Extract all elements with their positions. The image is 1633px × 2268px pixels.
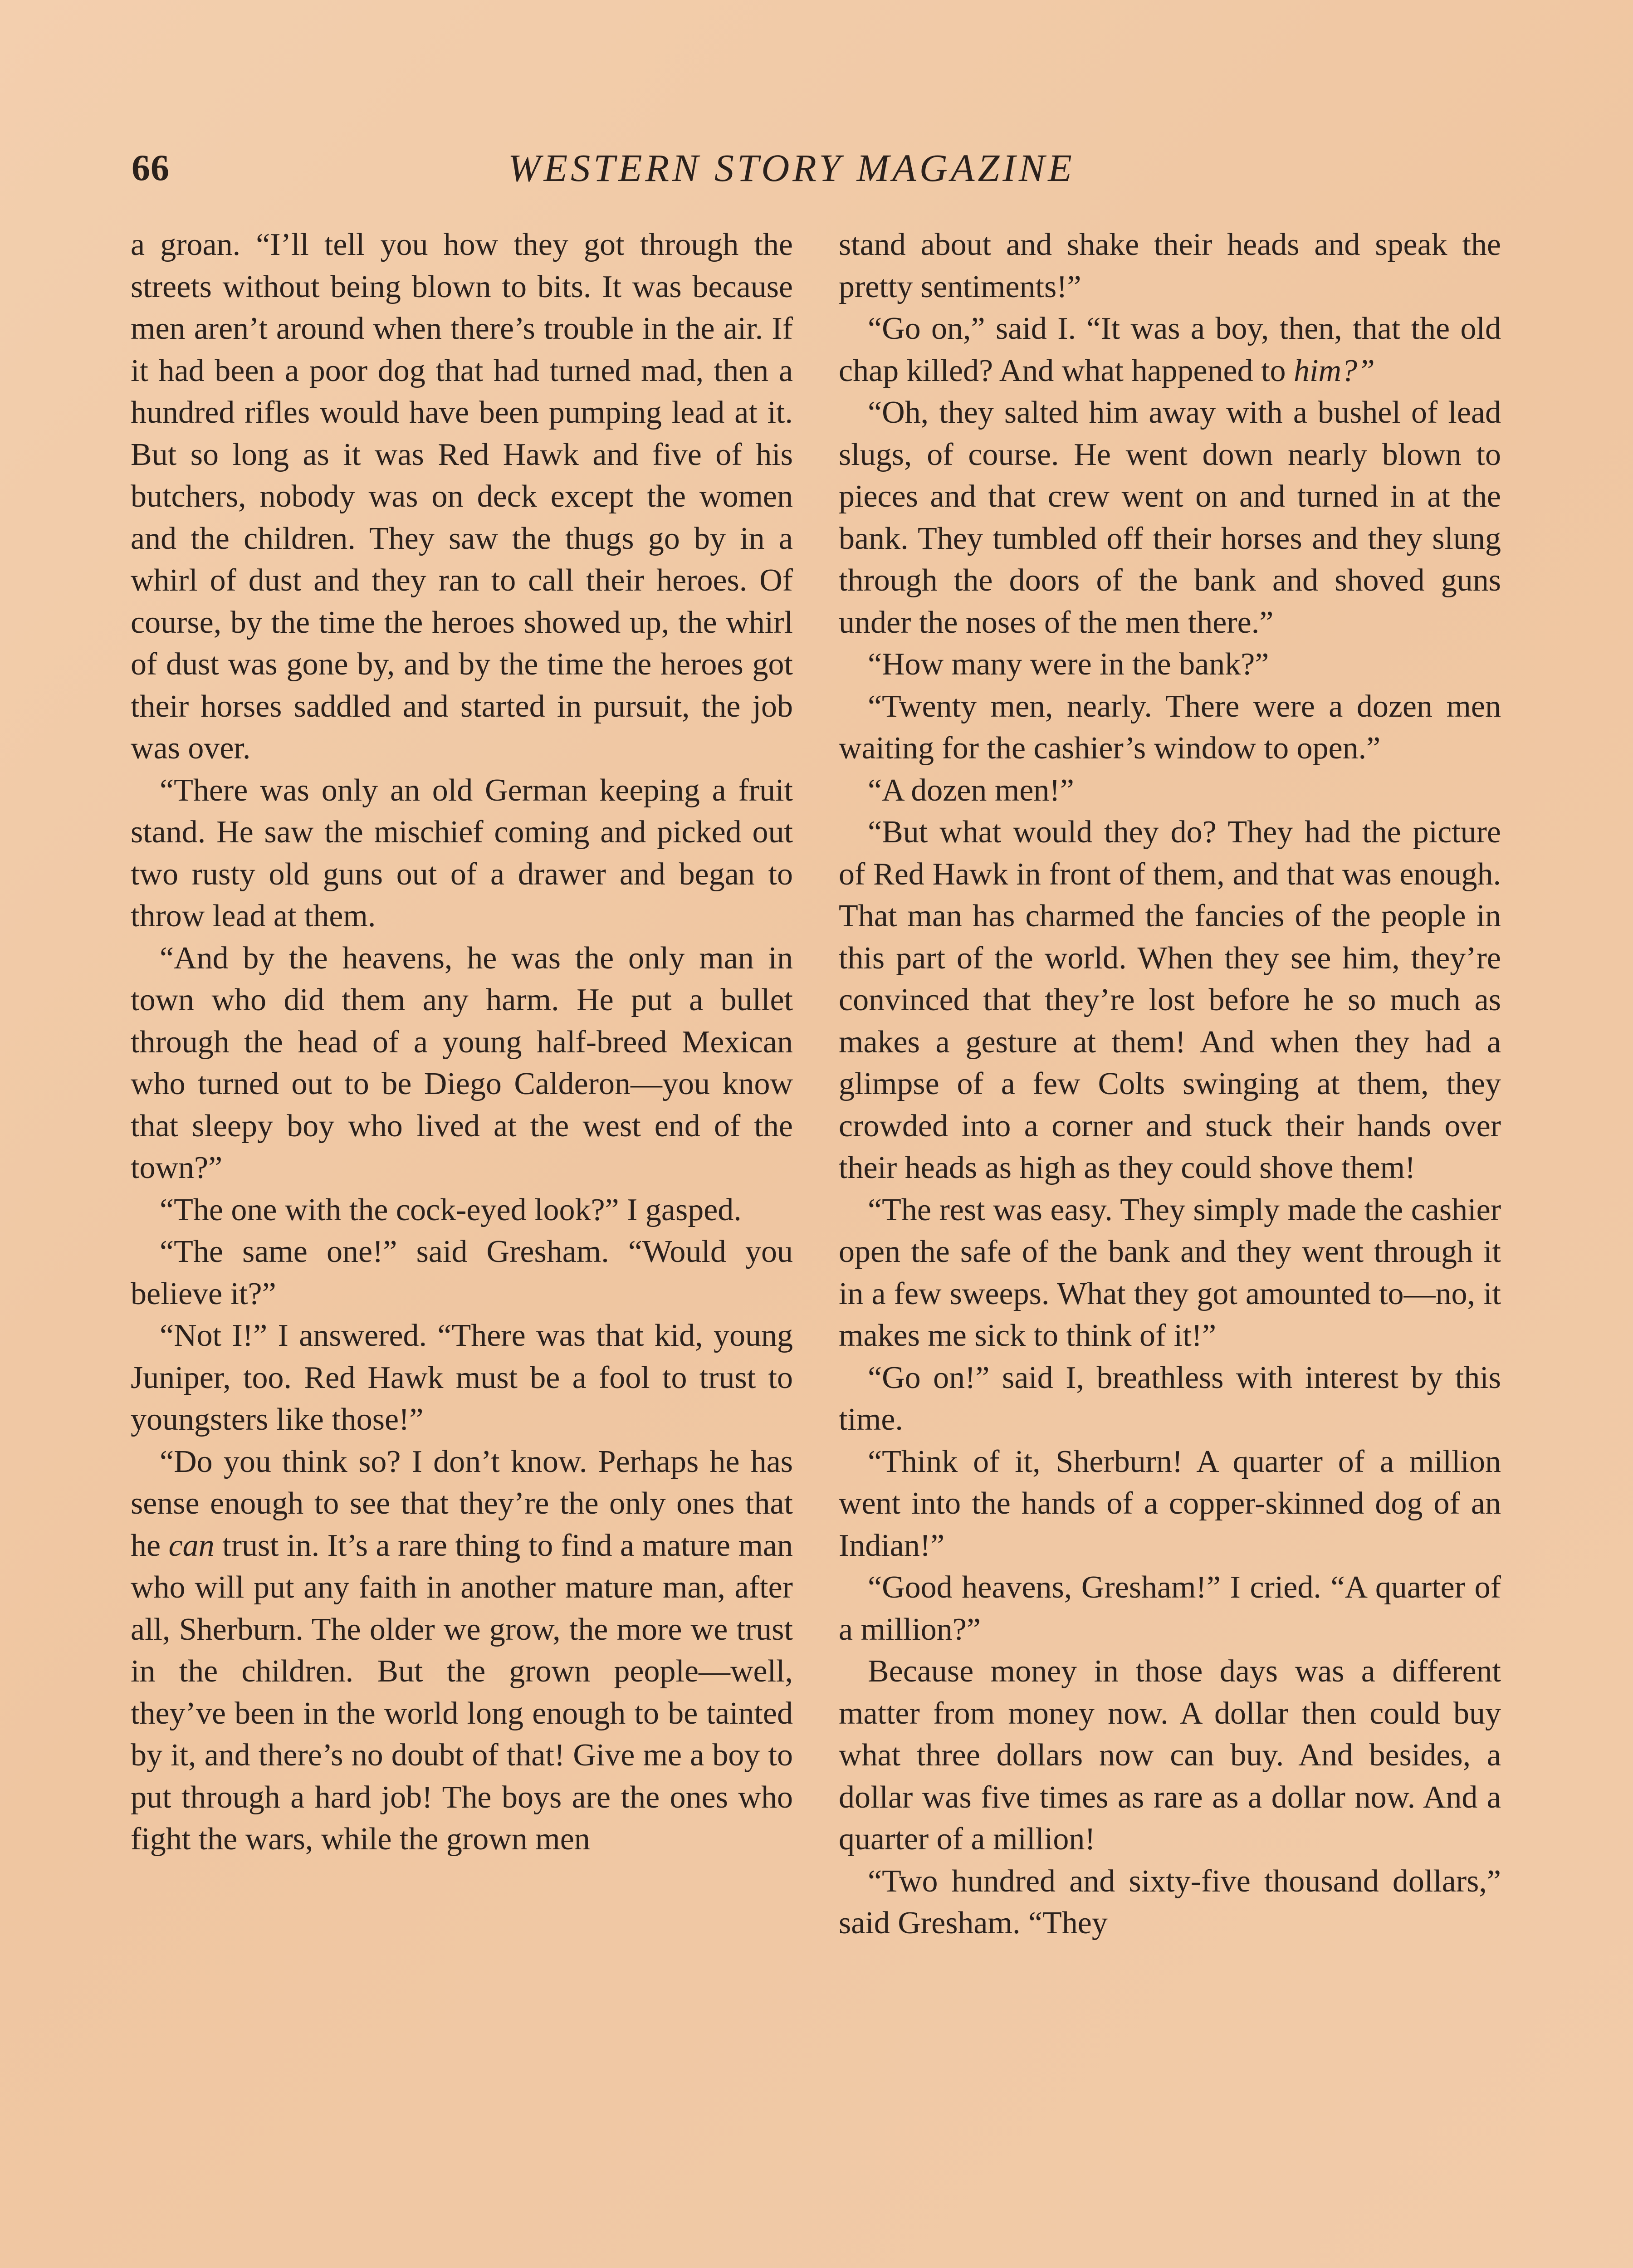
- right-paragraph-10: “Think of it, Sherburn! A quarter of a million went into the hands of a copper-skinned dog of an Indian!”: [839, 1444, 1501, 1563]
- left-paragraph-2: “There was only an old German keeping a fruit stand. He saw the mischief coming and picked out two rusty old guns out of a drawer and began to throw lead at them.: [131, 772, 793, 934]
- right-paragraph-3: “Oh, they salted him away with a bushel of lead slugs, of course. He went down nearly blown to pieces and that crew went on and turned in at the bank. They tumbled off their horses and they slung through the doors of the bank and shoved guns under the noses of the men there.”: [839, 395, 1501, 640]
- right-paragraph-4: “How many were in the bank?”: [868, 647, 1269, 682]
- left-paragraph-4: “The one with the cock-eyed look?” I gasped.: [160, 1192, 742, 1227]
- right-paragraph-11: “Good heavens, Gresham!” I cried. “A quarter of a million?”: [839, 1570, 1501, 1647]
- right-paragraph-7: “But what would they do? They had the picture of Red Hawk in front of them, and that was enough. That man has charmed the fancies of the people in this part of the world. When they see him, they’re convinced that they’re lost before he so much as makes a gesture at them! And when they had a glimpse of a few Colts swinging at them, they crowded into a corner and stuck their hands over their heads as high as they could shove them!: [839, 815, 1501, 1185]
- right-paragraph-5: “Twenty men, nearly. There were a dozen men waiting for the cashier’s window to open.”: [839, 689, 1501, 766]
- left-column: [131, 224, 793, 1861]
- page-number: 66: [132, 147, 170, 188]
- right-paragraph-12: Because money in those days was a different matter from money now. A dollar then could buy what three dollars now can buy. And besides, a dollar was five times as rare as a dollar now. And a quarter of a million!: [839, 1654, 1501, 1857]
- page-header: [0, 136, 1633, 200]
- right-paragraph-9: “Go on!” said I, breathless with interest by this time.: [839, 1360, 1501, 1437]
- right-paragraph-6: “A dozen men!”: [868, 772, 1074, 808]
- right-paragraph-8: “The rest was easy. They simply made the cashier open the safe of the bank and they went through it in a few sweeps. What they got amounted to—no, it makes me sick to think of it!”: [839, 1192, 1501, 1353]
- right-paragraph-13: “Two hundred and sixty-five thousand dollars,” said Gresham. “They: [839, 1863, 1501, 1941]
- left-paragraph-7-after: trust in. It’s a rare thing to find a mature man who will put any faith in another mature man, after all, Sherburn. The older we grow, the more we trust in the children. But the grown people—well, they’ve been in the world long enough to be tainted by it, and there’s no doubt of that! Give me a boy to put through a hard job! The boys are the ones who fight the wars, while the grown men: [131, 1528, 793, 1857]
- left-paragraph-5: “The same one!” said Gresham. “Would you believe it?”: [131, 1234, 793, 1311]
- left-paragraph-7-emphasis: can: [168, 1528, 215, 1563]
- right-column: [839, 224, 1501, 1945]
- left-paragraph-6: “Not I!” I answered. “There was that kid, young Juniper, too. Red Hawk must be a fool to trust to youngsters like those!”: [131, 1318, 793, 1437]
- magazine-title: WESTERN STORY MAGAZINE: [508, 146, 1075, 190]
- right-paragraph-2-before: “Go on,” said I. “It was a boy, then, that the old chap killed? And what happened to: [839, 311, 1501, 388]
- left-paragraph-1: a groan. “I’ll tell you how they got through the streets without being blown to bits. It was because men aren’t around when there’s trouble in the air. If it had been a poor dog that had turned mad, then a hundred rifles would have been pumping lead at it. But so long as it was Red Hawk and five of his butchers, nobody was on deck except the women and the children. They saw the thugs go by in a whirl of dust and they ran to call their heroes. Of course, by the time the heroes showed up, the whirl of dust was gone by, and by the time the heroes got their horses saddled and started in pursuit, the job was over.: [131, 227, 793, 766]
- right-paragraph-1: stand about and shake their heads and speak the pretty sentiments!”: [839, 227, 1501, 304]
- right-paragraph-2: [839, 308, 1501, 392]
- left-paragraph-7-before: “Do you think so? I don’t know. Perhaps he has sense enough to see that they’re the only ones that he: [131, 1444, 793, 1563]
- right-paragraph-2-emphasis: him?”: [1294, 353, 1375, 388]
- left-paragraph-7: [131, 1441, 793, 1861]
- left-paragraph-3: “And by the heavens, he was the only man in town who did them any harm. He put a bullet through the head of a young half-breed Mexican who turned out to be Diego Calderon—you know that sleepy boy who lived at the west end of the town?”: [131, 940, 793, 1185]
